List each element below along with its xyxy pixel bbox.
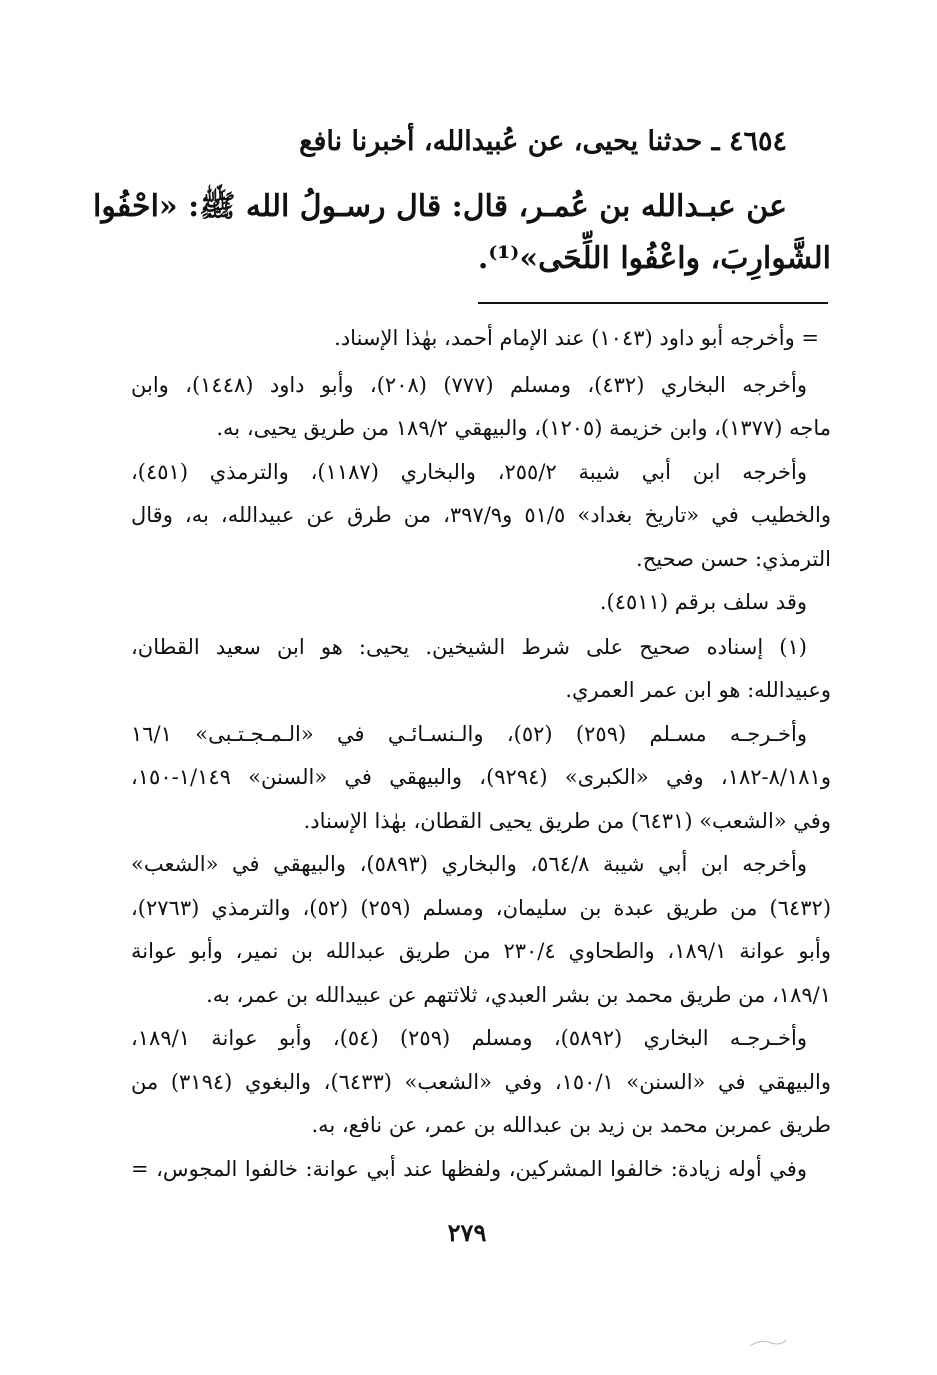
footnote-line: وأبو عوانة ١٨٩/١، والطحاوي ٢٣٠/٤ من طريق عبدالله بن نمير، وأبو عوانة bbox=[131, 939, 832, 963]
hadith-line-2: عن عبـدالله بن عُمـر، قال: قال رسـولُ الله ﷺ: «احْفُوا bbox=[93, 189, 787, 224]
hadith-line-3: الشَّوارِبَ، واعْفُوا اللِّحَى»⁽¹⁾. bbox=[477, 241, 831, 276]
footnote-line: وفي «الشعب» (٦٤٣١) من طريق يحيى القطان، بهٰذا الإسناد. bbox=[303, 809, 831, 833]
footnote-line: طريق عمربن محمد بن زيد بن عبدالله بن عمر، عن نافع، به. bbox=[311, 1113, 831, 1137]
page-number: ٢٧٩ bbox=[447, 1218, 487, 1247]
footnote-line: (١) إسناده صحيح على شرط الشيخين. يحيى: هو ابن سعيد القطان، bbox=[131, 635, 807, 659]
footnote-line: وأخـرجـه مسـلم (٢٥٩) (٥٢)، والـنسـائـي في «الـمـجـتـبى» ١٦/١ bbox=[131, 722, 808, 746]
footnote-line: ١٨٩/١، من طريق محمد بن بشر العبدي، ثلاثتهم عن عبيدالله بن عمر، به. bbox=[206, 983, 831, 1007]
footnote-line: وأخرجه البخاري (٤٣٢)، ومسلم (٧٧٧) (٢٠٨)، وأبو داود (١٤٤٨)، وابن bbox=[131, 373, 808, 397]
footnote-line: وأخـرجـه البخاري (٥٨٩٢)، ومسلم (٢٥٩) (٥٤)، وأبو عوانة ١٨٩/١، bbox=[131, 1026, 807, 1050]
footnote-line: = وأخرجه أبو داود (١٠٤٣) عند الإمام أحمد، بهٰذا الإسناد. bbox=[334, 326, 819, 350]
scan-mark-icon bbox=[748, 1336, 788, 1350]
footnote-line: وقد سلف برقم (٤٥١١). bbox=[599, 590, 807, 614]
footnote-line: والبيهقي في «السنن» ١٥٠/١، وفي «الشعب» (٦٤٣٣)، والبغوي (٣١٩٤) من bbox=[131, 1070, 831, 1094]
footnote-line: (٦٤٣٢) من طريق عبدة بن سليمان، ومسلم (٢٥٩) (٥٢)، والترمذي (٢٧٦٣)، bbox=[131, 896, 832, 920]
footnote-line: وفي أوله زيادة: خالفوا المشركين، ولفظها عند أبي عوانة: خالفوا المجوس، = bbox=[131, 1157, 807, 1181]
footnote-separator bbox=[478, 302, 828, 304]
footnote-line: الترمذي: حسن صحيح. bbox=[636, 547, 831, 571]
footnote-line: و٨/١٨١-١٨٢، وفي «الكبرى» (٩٢٩٤)، والبيهقي في «السنن» ١/١٤٩-١٥٠، bbox=[131, 765, 831, 789]
footnote-line: والخطيب في «تاريخ بغداد» ٥١/٥ و٣٩٧/٩، من طرق عن عبيدالله، به، وقال bbox=[131, 503, 831, 527]
footnote-line: ماجه (١٣٧٧)، وابن خزيمة (١٢٠٥)، والبيهقي ١٨٩/٢ من طريق يحيى، به. bbox=[216, 416, 831, 440]
footnote-line: وأخرجه ابن أبي شيبة ٥٦٤/٨، والبخاري (٥٨٩٣)، والبيهقي في «الشعب» bbox=[131, 852, 807, 876]
footnote-line: وعبيدالله: هو ابن عمر العمري. bbox=[565, 678, 831, 702]
footnote-line: وأخرجه ابن أبي شيبة ٢٥٥/٢، والبخاري (١١٨٧)، والترمذي (٤٥١)، bbox=[131, 460, 807, 484]
hadith-line-1: ٤٦٥٤ ـ حدثنا يحيى، عن عُبيدالله، أخبرنا نافع bbox=[299, 126, 787, 157]
